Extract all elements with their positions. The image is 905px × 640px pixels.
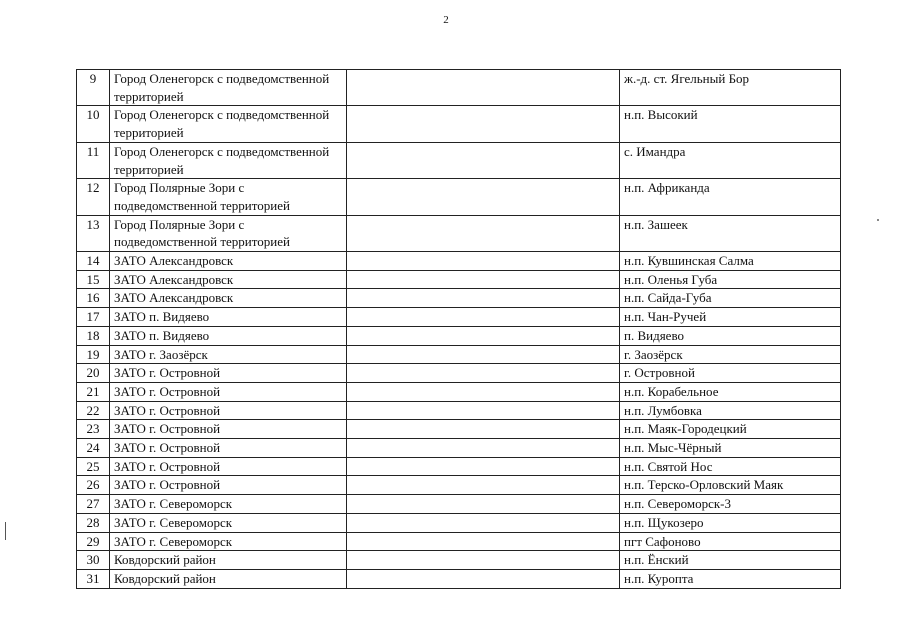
settlement-cell: н.п. Мыс-Чёрный [620,439,841,458]
row-number-cell: 29 [77,532,110,551]
settlement-cell: с. Имандра [620,142,841,178]
empty-cell [347,70,620,106]
district-cell: ЗАТО Александровск [110,252,347,271]
table-row [77,401,841,420]
settlement-cell: н.п. Африканда [620,179,841,215]
settlement-cell: н.п. Святой Нос [620,457,841,476]
row-number-cell: 26 [77,476,110,495]
settlement-cell: п. Видяево [620,326,841,345]
district-cell: ЗАТО г. Островной [110,457,347,476]
table-row [77,457,841,476]
empty-cell [347,420,620,439]
empty-cell [347,495,620,514]
row-number-cell: 12 [77,179,110,215]
table-row [77,142,841,178]
district-cell: ЗАТО г. Островной [110,382,347,401]
district-cell: Город Полярные Зори с подведомственной территорией [110,179,347,215]
row-number-cell: 21 [77,382,110,401]
table-row [77,439,841,458]
table-row [77,569,841,588]
settlement-cell: н.п. Корабельное [620,382,841,401]
table-row [77,270,841,289]
row-number-cell: 15 [77,270,110,289]
table-row [77,420,841,439]
row-number-cell: 18 [77,326,110,345]
row-number-cell: 16 [77,289,110,308]
settlement-cell: н.п. Ёнский [620,551,841,570]
table-row [77,289,841,308]
settlement-cell: пгт Сафоново [620,532,841,551]
settlement-cell: н.п. Зашеек [620,215,841,251]
row-number-cell: 13 [77,215,110,251]
table-row [77,513,841,532]
empty-cell [347,345,620,364]
empty-cell [347,532,620,551]
row-number-cell: 17 [77,308,110,327]
empty-cell [347,551,620,570]
row-number-cell: 22 [77,401,110,420]
settlement-cell: г. Заозёрск [620,345,841,364]
district-cell: Ковдорский район [110,551,347,570]
district-cell: ЗАТО г. Североморск [110,495,347,514]
table-row [77,495,841,514]
settlement-cell: ж.-д. ст. Ягельный Бор [620,70,841,106]
table-row [77,179,841,215]
district-cell: Город Оленегорск с подведомственной территорией [110,106,347,142]
district-cell: ЗАТО г. Островной [110,364,347,383]
settlement-cell: н.п. Сайда-Губа [620,289,841,308]
district-cell: ЗАТО г. Островной [110,401,347,420]
district-cell: ЗАТО г. Североморск [110,513,347,532]
district-cell: Город Полярные Зори с подведомственной территорией [110,215,347,251]
settlement-cell: н.п. Маяк-Городецкий [620,420,841,439]
settlements-table [76,69,841,589]
table-row [77,551,841,570]
empty-cell [347,308,620,327]
empty-cell [347,215,620,251]
table-row [77,364,841,383]
table-row [77,106,841,142]
settlement-cell: н.п. Оленья Губа [620,270,841,289]
settlement-cell: н.п. Щукозеро [620,513,841,532]
settlement-cell: н.п. Чан-Ручей [620,308,841,327]
settlement-cell: н.п. Куропта [620,569,841,588]
district-cell: ЗАТО г. Североморск [110,532,347,551]
settlements-table-body [77,70,841,589]
empty-cell [347,270,620,289]
table-row [77,326,841,345]
district-cell: ЗАТО п. Видяево [110,326,347,345]
settlement-cell: н.п. Североморск-3 [620,495,841,514]
table-row [77,532,841,551]
settlement-cell: н.п. Лумбовка [620,401,841,420]
settlement-cell: н.п. Высокий [620,106,841,142]
empty-cell [347,289,620,308]
district-cell: ЗАТО п. Видяево [110,308,347,327]
right-margin-dot [877,219,879,221]
row-number-cell: 9 [77,70,110,106]
row-number-cell: 19 [77,345,110,364]
row-number-cell: 25 [77,457,110,476]
table-row [77,476,841,495]
district-cell: ЗАТО г. Островной [110,476,347,495]
empty-cell [347,382,620,401]
table-row [77,70,841,106]
district-cell: Город Оленегорск с подведомственной территорией [110,70,347,106]
row-number-cell: 20 [77,364,110,383]
row-number-cell: 10 [77,106,110,142]
empty-cell [347,364,620,383]
empty-cell [347,439,620,458]
empty-cell [347,252,620,271]
row-number-cell: 11 [77,142,110,178]
empty-cell [347,179,620,215]
settlement-cell: н.п. Кувшинская Салма [620,252,841,271]
row-number-cell: 14 [77,252,110,271]
district-cell: ЗАТО Александровск [110,289,347,308]
table-row [77,308,841,327]
table-row [77,215,841,251]
district-cell: ЗАТО г. Островной [110,420,347,439]
empty-cell [347,326,620,345]
table-row [77,382,841,401]
row-number-cell: 23 [77,420,110,439]
settlement-cell: г. Островной [620,364,841,383]
page-number: 2 [443,14,449,26]
empty-cell [347,457,620,476]
district-cell: ЗАТО г. Островной [110,439,347,458]
settlement-cell: н.п. Терско-Орловский Маяк [620,476,841,495]
row-number-cell: 31 [77,569,110,588]
empty-cell [347,142,620,178]
empty-cell [347,476,620,495]
empty-cell [347,401,620,420]
row-number-cell: 30 [77,551,110,570]
row-number-cell: 24 [77,439,110,458]
empty-cell [347,513,620,532]
left-margin-mark [5,522,6,540]
row-number-cell: 28 [77,513,110,532]
district-cell: ЗАТО Александровск [110,270,347,289]
district-cell: ЗАТО г. Заозёрск [110,345,347,364]
district-cell: Город Оленегорск с подведомственной территорией [110,142,347,178]
table-row [77,252,841,271]
empty-cell [347,106,620,142]
table-row [77,345,841,364]
district-cell: Ковдорский район [110,569,347,588]
empty-cell [347,569,620,588]
row-number-cell: 27 [77,495,110,514]
